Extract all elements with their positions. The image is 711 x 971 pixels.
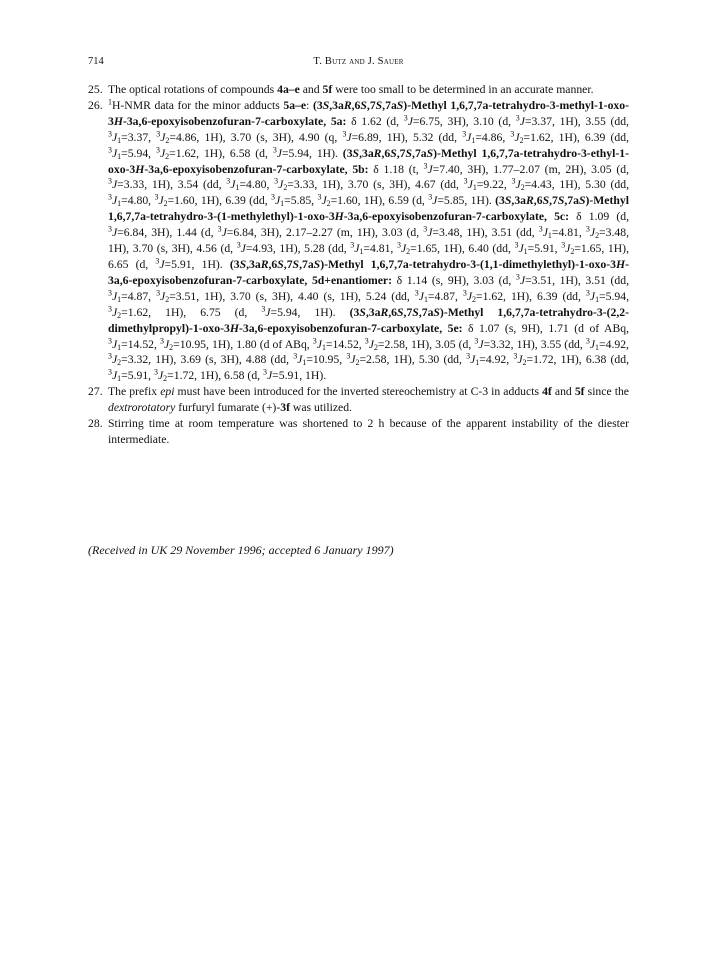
notes-list <box>88 82 629 448</box>
note-number: 27. <box>88 385 103 399</box>
note-number: 28. <box>88 417 103 431</box>
received-line: (Received in UK 29 November 1996; accepted 6 January 1997) <box>88 543 394 557</box>
page-number: 714 <box>88 56 104 67</box>
note-text: The optical rotations of compounds 4a–e and 5f were too small to be determined in an accurate manner. <box>108 83 594 96</box>
note-number: 25. <box>88 83 103 96</box>
running-head-authors: T. Butz and J. Sauer <box>313 56 404 67</box>
note-text: Stirring time at room temperature was shortened to 2 h because of the apparent instability of the diester intermediate. <box>108 417 629 446</box>
note-25 <box>88 82 629 98</box>
note-28 <box>88 416 629 448</box>
note-number: 26. <box>88 98 103 112</box>
note-27 <box>88 384 629 416</box>
running-head <box>88 56 629 67</box>
note-26 <box>88 98 629 384</box>
page-header <box>88 56 629 72</box>
note-text: $^1$H-NMR data for the minor adducts 5a–e: (3S,3aR,6S,7S,7aS)-Methyl 1,6,7,7a-tetrahydro-3-methyl-1-oxo-3H-3a,6-epoxyisobenzofuran-7-carboxylate, 5a: δ 1.62 (d, $^3$J=6.75, 3H), 3.10 (d, $^3$J=3.37, 1H), 3.55 (dd, $^3J_1=3.37$, $^3J_2=4.86$, 1H), 3.70 (s, 3H), 4.90 (q, $^3$J=6.89, 1H), 5.32 (dd, $^3J_1=4.86$, $^3J_2=1.62$, 1H), 6.39 (dd, $^3J_1=5.94$, $^3J_2=1.62$, 1H), 6.58 (d, $^3$J=5.94, 1H). (3S,3aR,6S,7S,7aS)-Methyl 1,6,7,7a-tetrahydro-3-ethyl-1-oxo-3H-3a,6-epoxyisobenzofuran-7-carboxylate, 5b: δ 1.18 (t, $^3$J=7.40, 3H), 1.77–2.07 (m, 2H), 3.05 (d, $^3$J=3.33, 1H), 3.54 (dd, $^3J_1=4.80$, $^3J_2=3.33$, 1H), 3.70 (s, 3H), 4.67 (dd, $^3J_1=9.22$, $^3J_2=4.43$, 1H), 5.30 (dd, $^3J_1=4.80$, $^3J_2=1.60$, 1H), 6.39 (dd, $^3J_1=5.85$, $^3J_2=1.60$, 1H), 6.59 (d, $^3$J=5.85, 1H). (3S,3aR,6S,7S,7aS)-Methyl 1,6,7,7a-tetrahydro-3-(1-methylethyl)-1-oxo-3H-3a,6-epoxyisobenzofuran-7-carboxylate, 5c: δ 1.09 (d, $^3$J=6.84, 3H), 1.44 (d, $^3$J=6.84, 3H), 2.17–2.27 (m, 1H), 3.03 (d, $^3$J=3.48, 1H), 3.51 (dd, $^3J_1=4.81$, $^3J_2=3.48$, 1H), 3.70 (s, 3H), 4.56 (d, $^3$J=4.93, 1H), 5.28 (dd, $^3J_1=4.81$, $^3J_2=1.65$, 1H), 6.40 (dd, $^3J_1=5.91$, $^3J_2=1.65$, 1H), 6.65 (d, $^3$J=5.91, 1H). (3S,3aR,6S,7S,7aS)-Methyl 1,6,7,7a-tetrahydro-3-(1,1-dimethylethyl)-1-oxo-3H-3a,6-epoxyisobenzofuran-7-carboxylate, 5d+enantiomer: δ 1.14 (s, 9H), 3.03 (d, $^3$J=3.51, 1H), 3.51 (dd, $^3J_1=4.87$, $^3J_2=3.51$, 1H), 3.70 (s, 3H), 4.40 (s, 1H), 5.24 (dd, $^3J_1=4.87$, $^3J_2=1.62$, 1H), 6.39 (dd, $^3J_1=5.94$, $^3J_2=1.62$, 1H), 6.75 (d, $^3$J=5.94, 1H). (3S,3aR,6S,7S,7aS)-Methyl 1,6,7,7a-tetrahydro-3-(2,2-dimethylpropyl)-1-oxo-3H-3a,6-epoxyisobenzofuran-7-carboxylate, 5e: δ 1.07 (s, 9H), 1.71 (d of ABq, $^3J_1=14.52$, $^3J_2=10.95$, 1H), 1.80 (d of ABq, $^3J_1=14.52$, $^3J_2=2.58$, 1H), 3.05 (d, $^3$J=3.32, 1H), 3.55 (dd, $^3J_1=4.92$, $^3J_2=3.32$, 1H), 3.69 (s, 3H), 4.88 (dd, $^3J_1=10.95$, $^3J_2=2.58$, 1H), 5.30 (dd, $^3J_1=4.92$, $^3J_2=1.72$, 1H), 6.38 (dd, $^3J_1=5.91$, $^3J_2=1.72$, 1H), 6.58 (d, $^3$J=5.91, 1H). <box>108 97 630 384</box>
note-text: The prefix epi must have been introduced for the inverted stereochemistry at C-3 in adducts 4f and 5f since the dextrorotatory furfuryl fumarate (+)-3f was utilized. <box>108 385 629 415</box>
